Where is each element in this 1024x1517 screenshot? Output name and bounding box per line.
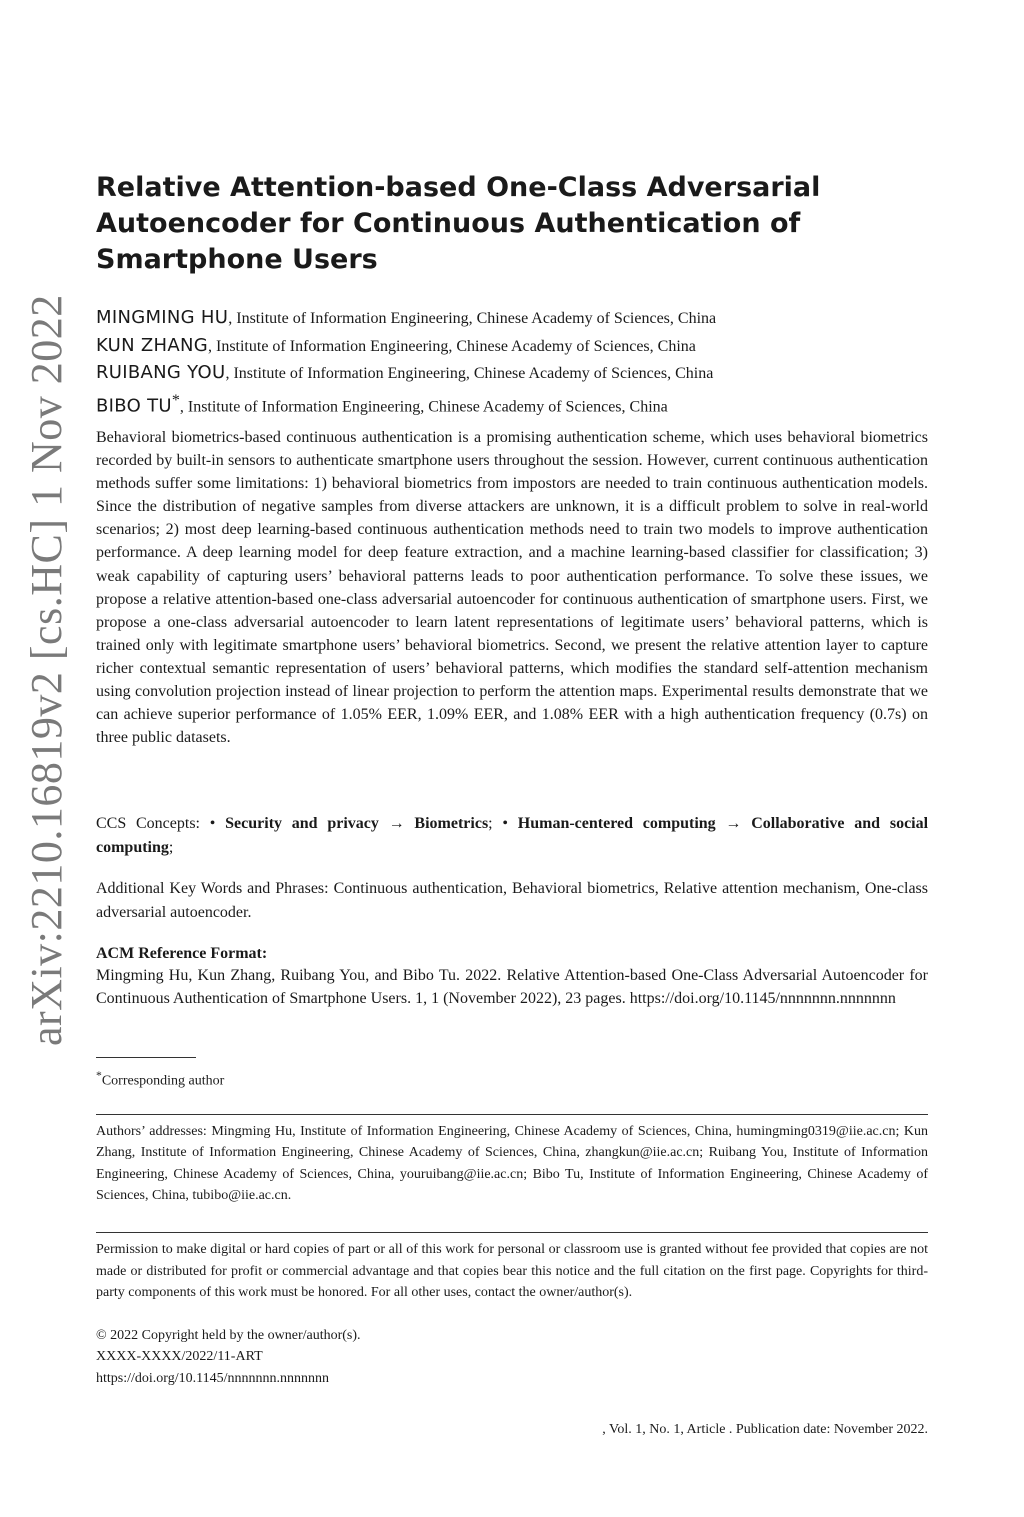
author-entry: [96, 332, 936, 360]
author-name: KUN ZHANG: [96, 334, 208, 356]
author-name: RUIBANG YOU: [96, 362, 226, 383]
copyright-line: © 2022 Copyright held by the owner/author(s).: [96, 1328, 361, 1343]
paper-title: Relative Attention-based One-Class Adversarial Autoencoder for Continuous Authentication of Smartphone Users: [96, 172, 821, 275]
ccs-concept: Biometrics: [414, 815, 489, 832]
permission-rule: [96, 1232, 928, 1233]
corresponding-author-mark: *: [171, 391, 180, 409]
issn-line: XXXX-XXXX/2022/11-ART: [96, 1349, 263, 1365]
footnote: [96, 1067, 224, 1091]
author-list: [96, 304, 936, 414]
keywords: Additional Key Words and Phrases: Continuous authentication, Behavioral biometrics, Relative attention mechanism, One-class adversarial autoencoder.: [96, 880, 928, 921]
abstract: Behavioral biometrics-based continuous authentication is a promising authentication scheme, which uses behavioral biometrics recorded by built-in sensors to authenticate smartphone users throughout the session. However, current continuous authentication methods suffer some limitations: 1) behavioral biometrics from impostors are needed to train continuous authentication models. Since the distribution of negative samples from diverse attackers are unknown, it is a difficult problem to solve in real-world scenarios; 2) most deep learning-based continuous authentication methods need to train two models to improve authentication performance. A deep learning model for deep feature extraction, and a machine learning-based classifier for classification; 3) weak capability of capturing users’ behavioral patterns leads to poor authentication performance. To solve these issues, we propose a relative attention-based one-class adversarial autoencoder for continuous authentication of smartphone users. First, we propose a one-class adversarial autoencoder to learn latent representations of legitimate users’ behavioral patterns, which is trained only with legitimate smartphone users’ behavioral biometrics. Second, we present the relative attention layer to capture richer contextual semantic representation of users’ behavioral patterns, which modifies the standard self-attention mechanism using convolution projection instead of linear projection to perform the attention maps. Experimental results demonstrate that we can achieve superior performance of 1.05% EER, 1.09% EER, and 1.08% EER with a high authentication frequency (0.7s) on three public datasets.: [96, 429, 928, 747]
author-entry: [96, 304, 936, 332]
ccs-concept: Security and privacy: [225, 815, 379, 832]
author-entry: [96, 359, 936, 387]
ccs-concept: Collaborative and social computing: [96, 815, 929, 856]
ccs-concepts: CCS Concepts: • Security and privacy → Biometrics; • Human-centered computing → Collaborative and social computing;: [96, 815, 929, 856]
addresses-rule: [96, 1114, 928, 1115]
ccs-concept: Human-centered computing: [517, 815, 716, 832]
footnote-text: Corresponding author: [101, 1073, 225, 1089]
doi-link[interactable]: https://doi.org/10.1145/nnnnnnn.nnnnnnn: [96, 1370, 329, 1386]
author-addresses: Authors’ addresses: Mingming Hu, Institute of Information Engineering, Chinese Academy of Sciences, China, humingming0319@iie.ac.cn; Kun Zhang, Institute of Information Engineering, Chinese Academy of Sciences, China, zhangkun@iie.ac.cn; Ruibang You, Institute of Information Engineering, Chinese Academy of Sciences, China, youruibang@iie.ac.cn; Bibo Tu, Institute of Information Engineering, Chinese Academy of Sciences, China, tubibo@iie.ac.cn.: [96, 1124, 928, 1203]
author-affiliation: , Institute of Information Engineering, Chinese Academy of Sciences, China: [228, 310, 717, 327]
author-affiliation: , Institute of Information Engineering, Chinese Academy of Sciences, China: [179, 397, 668, 415]
arxiv-identifier: arXiv:2210.16819v2 [cs.HC] 1 Nov 2022: [22, 294, 71, 1046]
permission-notice: Permission to make digital or hard copies of part or all of this work for personal or classroom use is granted without fee provided that copies are not made or distributed for profit or commercial advantage and that copies bear this notice and the full citation on the first page. Copyrights for third-party components of this work must be honored. For all other uses, contact the owner/author(s).: [96, 1242, 928, 1300]
acm-reference-heading: ACM Reference Format:: [96, 945, 268, 962]
acm-reference-text: Mingming Hu, Kun Zhang, Ruibang You, and Bibo Tu. 2022. Relative Attention-based One-Class Adversarial Autoencoder for Continuous Authentication of Smartphone Users. 1, 1 (November 2022), 23 pages. https://doi.org/10.1145/nnnnnnn.nnnnnnn: [96, 967, 928, 1007]
author-entry: [96, 387, 936, 415]
footnote-mark: *: [96, 1069, 102, 1082]
publication-info: [96, 1325, 361, 1389]
footnote-rule: [96, 1057, 196, 1058]
author-affiliation: , Institute of Information Engineering, Chinese Academy of Sciences, China: [207, 337, 696, 355]
page-footer: , Vol. 1, No. 1, Article . Publication date: November 2022.: [602, 1422, 928, 1437]
author-name: MINGMING HU: [96, 307, 229, 328]
author-name: BIBO TU: [96, 394, 172, 416]
author-affiliation: , Institute of Information Engineering, Chinese Academy of Sciences, China: [225, 365, 714, 382]
